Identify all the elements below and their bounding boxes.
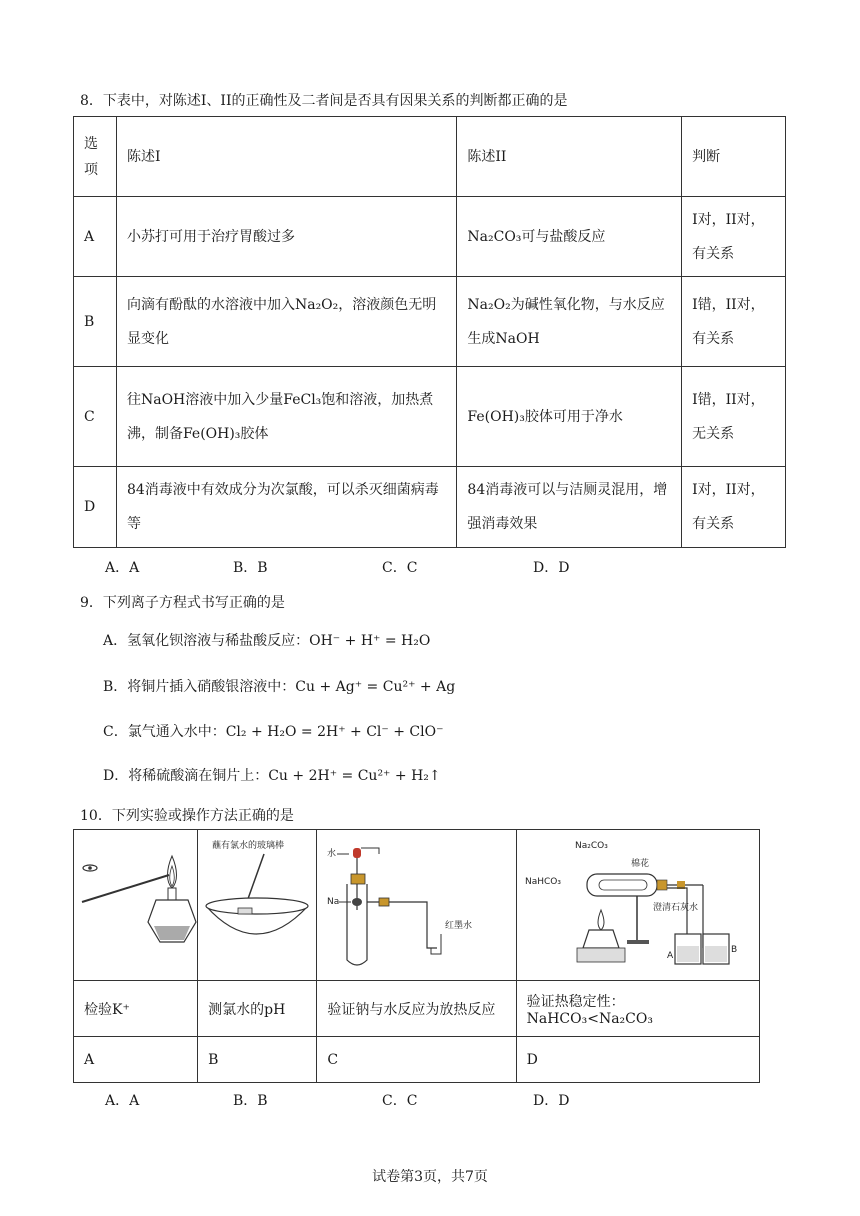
letter-d: D — [516, 1037, 759, 1083]
thermal-stability-figure — [517, 830, 759, 976]
row-statement-2: Fe(OH)₃胶体可用于净水 — [457, 367, 682, 467]
label-b: B — [730, 945, 737, 955]
description-c: 验证钠与水反应为放热反应 — [317, 981, 516, 1037]
choice-b[interactable]: B．B — [233, 560, 268, 576]
table-row — [74, 277, 786, 367]
figure-a-cell — [74, 830, 198, 981]
flame-test-figure — [74, 830, 197, 976]
row-judgment: I对，II对，有关系 — [682, 467, 786, 548]
label-na2co3: Na₂CO₃ — [574, 841, 608, 851]
flame-icon — [598, 910, 604, 930]
choice-b[interactable]: B．B — [233, 1093, 268, 1109]
label-a: A — [666, 951, 673, 961]
q10-stem: 10．下列实验或操作方法正确的是 — [80, 808, 294, 824]
q9-stem: 9．下列离子方程式书写正确的是 — [80, 595, 285, 611]
label-na: Na — [327, 897, 340, 907]
platinum-wire — [82, 875, 169, 902]
figure-b-cell — [198, 830, 317, 981]
q9-option-b[interactable]: B．将铜片插入硝酸银溶液中：Cu + Ag⁺ = Cu²⁺ + Ag — [103, 679, 456, 695]
q8-stem: 8．下表中，对陈述I、II的正确性及二者间是否具有因果关系的判断都正确的是 — [80, 93, 568, 109]
ph-paper — [238, 908, 252, 914]
description-b: 测氯水的pH — [198, 981, 317, 1037]
row-statement-2: Na₂O₂为碱性氧化物，与水反应生成NaOH — [457, 277, 682, 367]
description-a: 检验K⁺ — [74, 981, 198, 1037]
page-footer: 试卷第3页，共7页 — [372, 1169, 488, 1185]
table-row — [74, 467, 786, 548]
label-nahco3: NaHCO₃ — [524, 877, 561, 887]
header-statement-2: 陈述II — [457, 117, 682, 197]
description-d: 验证热稳定性：NaHCO₃<Na₂CO₃ — [516, 981, 759, 1037]
choice-d[interactable]: D．D — [533, 560, 570, 576]
inner-tube — [599, 880, 647, 890]
row-statement-1: 向滴有酚酞的水溶液中加入Na₂O₂，溶液颜色无明显变化 — [116, 277, 456, 367]
row-statement-2: 84消毒液可以与洁厕灵混用，增强消毒效果 — [457, 467, 682, 548]
table-row — [74, 367, 786, 467]
table-row — [74, 197, 786, 277]
flame-icon — [168, 856, 177, 888]
row-option: A — [74, 197, 117, 277]
row-statement-1: 小苏打可用于治疗胃酸过多 — [116, 197, 456, 277]
figure-d-cell — [516, 830, 759, 981]
table-header-row — [74, 117, 786, 197]
description-row — [74, 981, 760, 1037]
figure-row — [74, 830, 760, 981]
label-ink: 红墨水 — [445, 921, 473, 931]
header-statement-1: 陈述I — [116, 117, 456, 197]
choice-c[interactable]: C．C — [382, 1093, 418, 1109]
q8-table — [73, 116, 786, 548]
q9-option-d[interactable]: D．将稀硫酸滴在铜片上：Cu + 2H⁺ = Cu²⁺ + H₂↑ — [103, 768, 441, 784]
row-option: B — [74, 277, 117, 367]
choice-a[interactable]: A．A — [105, 560, 140, 576]
q10-table — [73, 829, 760, 1083]
choice-d[interactable]: D．D — [533, 1093, 570, 1109]
letter-row — [74, 1037, 760, 1083]
header-judgment: 判断 — [682, 117, 786, 197]
letter-c: C — [317, 1037, 516, 1083]
sodium-piece — [352, 898, 362, 906]
label-limewater: 澄清石灰水 — [652, 903, 698, 913]
letter-a: A — [74, 1037, 198, 1083]
u-tube — [389, 902, 437, 948]
q9-option-a[interactable]: A．氢氧化钡溶液与稀盐酸反应：OH⁻ + H⁺ = H₂O — [103, 633, 431, 649]
label-cotton: 棉花 — [630, 859, 649, 869]
row-judgment: I错，II对，有关系 — [682, 277, 786, 367]
row-option: D — [74, 467, 117, 548]
stopper — [351, 874, 365, 884]
label-water: 水 — [327, 849, 337, 859]
lamp-base — [577, 948, 625, 962]
label-rod: 蘸有氯水的玻璃棒 — [212, 841, 285, 851]
choice-c[interactable]: C．C — [382, 560, 418, 576]
alcohol-lamp — [583, 930, 619, 948]
choice-a[interactable]: A．A — [105, 1093, 140, 1109]
row-judgment: I对，II对，有关系 — [682, 197, 786, 277]
dropper-bulb — [353, 848, 361, 858]
q9-option-c[interactable]: C．氯气通入水中：Cl₂ + H₂O = 2H⁺ + Cl⁻ + ClO⁻ — [103, 724, 444, 740]
row-statement-1: 往NaOH溶液中加入少量FeCl₃饱和溶液，加热煮沸，制备Fe(OH)₃胶体 — [116, 367, 456, 467]
row-statement-1: 84消毒液中有效成分为次氯酸，可以杀灭细菌病毒等 — [116, 467, 456, 548]
figure-c-cell — [317, 830, 516, 981]
row-option: C — [74, 367, 117, 467]
row-statement-2: Na₂CO₃可与盐酸反应 — [457, 197, 682, 277]
row-judgment: I错，II对，无关系 — [682, 367, 786, 467]
letter-b: B — [198, 1037, 317, 1083]
header-option: 选项 — [74, 117, 117, 197]
sodium-water-figure — [317, 830, 515, 976]
ph-test-figure — [198, 830, 316, 976]
